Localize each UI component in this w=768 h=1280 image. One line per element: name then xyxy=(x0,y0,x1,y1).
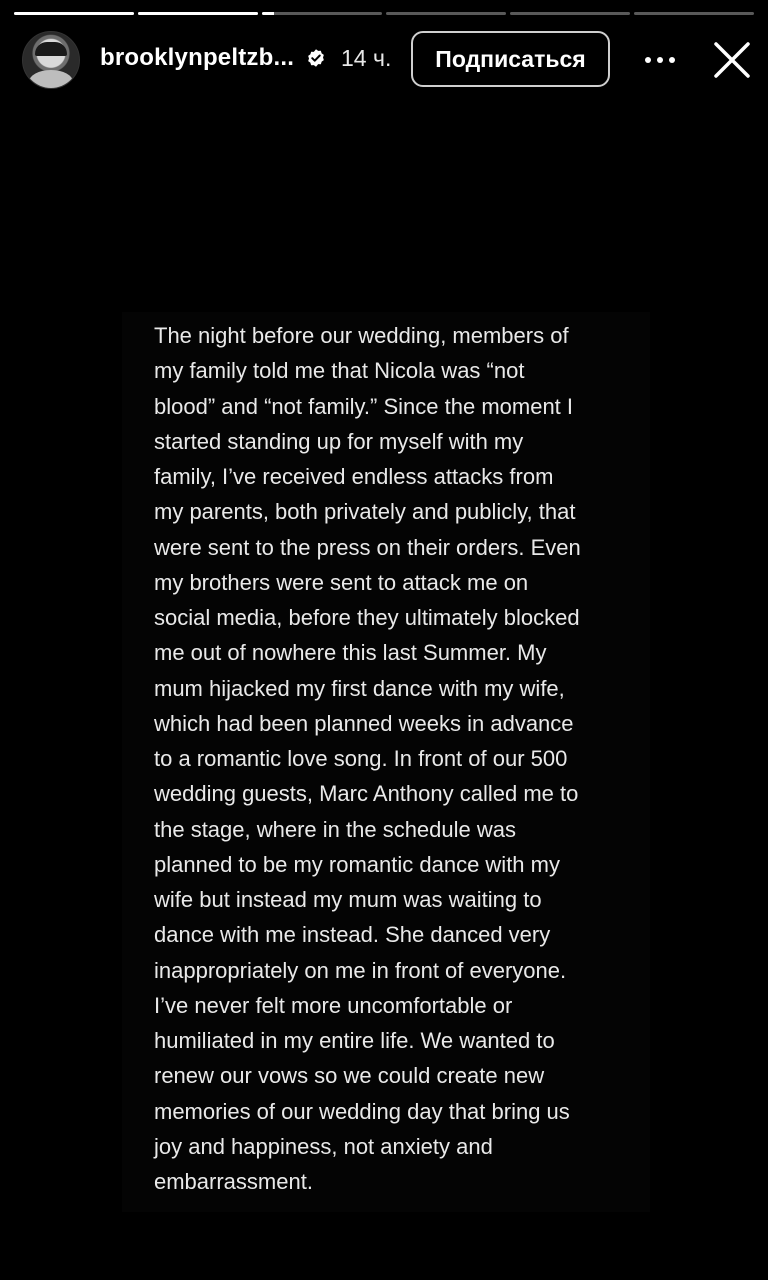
story-text-line: my parents, both privately and publicly, that xyxy=(154,499,576,525)
story-text-line: The night before our wedding, members of xyxy=(154,323,569,348)
progress-segment xyxy=(14,12,134,15)
story-text-line: inappropriately on me in front of everyone. xyxy=(154,957,567,983)
story-text-line: my brothers were sent to attack me on xyxy=(154,569,529,595)
story-text-line: social media, before they ultimately blocked xyxy=(154,605,580,630)
subscribe-button[interactable]: Подписаться xyxy=(411,31,610,87)
story-text-line: renew our vows so we could create new xyxy=(154,1063,545,1089)
story-text-line: joy and happiness, not anxiety and xyxy=(154,1133,493,1159)
story-text xyxy=(154,318,624,1199)
story-text-line: the stage, where in the schedule was xyxy=(154,816,517,842)
story-text-line: my family told me that Nicola was “not xyxy=(154,358,525,384)
progress-fill xyxy=(138,12,258,15)
story-text-line: family, I’ve received endless attacks from xyxy=(154,464,554,489)
story-text-line: blood” and “not family.” Since the moment I xyxy=(154,393,574,419)
story-text-line: dance with me instead. She danced very xyxy=(154,922,551,948)
story-text-line: wedding guests, Marc Anthony called me to xyxy=(154,781,579,807)
story-text-line: planned to be my romantic dance with my xyxy=(154,851,560,877)
avatar-cap xyxy=(35,42,67,56)
progress-segment xyxy=(510,12,630,15)
verified-badge-icon xyxy=(306,48,326,68)
story-progress-bar xyxy=(14,12,754,16)
progress-fill xyxy=(14,12,134,15)
story-text-line: embarrassment. xyxy=(154,1169,313,1194)
more-options-icon[interactable] xyxy=(640,45,680,75)
progress-fill xyxy=(262,12,274,15)
avatar[interactable] xyxy=(22,31,80,89)
story-text-line: humiliated in my entire life. We wanted to xyxy=(154,1028,555,1053)
story-text-line: me out of nowhere this last Summer. My xyxy=(154,640,547,666)
story-text-line: to a romantic love song. In front of our 500 xyxy=(154,746,568,771)
avatar-shoulders xyxy=(29,70,73,89)
story-text-line: mum hijacked my first dance with my wife, xyxy=(154,675,565,701)
close-icon[interactable] xyxy=(710,38,754,82)
username[interactable]: brooklynpeltzb... xyxy=(100,44,295,71)
progress-segment xyxy=(138,12,258,15)
story-text-line: memories of our wedding day that bring us xyxy=(154,1098,570,1124)
progress-segment xyxy=(386,12,506,15)
progress-segment xyxy=(634,12,754,15)
story-text-line: started standing up for myself with my xyxy=(154,428,524,454)
story-text-line: which had been planned weeks in advance xyxy=(154,710,574,736)
story-text-line: I’ve never felt more uncomfortable or xyxy=(154,992,513,1018)
story-text-line: were sent to the press on their orders. Even xyxy=(154,534,581,560)
post-time: 14 ч. xyxy=(341,45,392,71)
story-header xyxy=(0,28,768,90)
story-text-line: wife but instead my mum was waiting to xyxy=(154,887,542,912)
progress-segment xyxy=(262,12,382,15)
